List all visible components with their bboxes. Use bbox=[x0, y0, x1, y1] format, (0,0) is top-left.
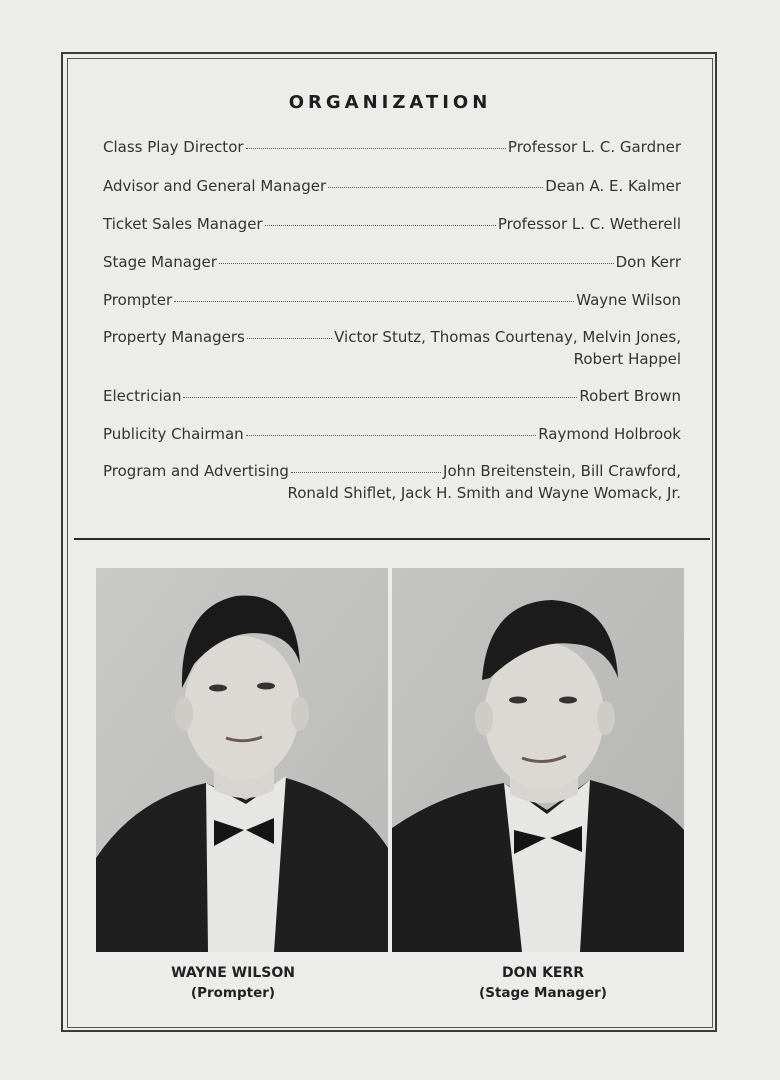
page-title: ORGANIZATION bbox=[288, 92, 492, 113]
dot-leader bbox=[291, 472, 441, 473]
portrait-name: DON KERR bbox=[501, 965, 585, 981]
role-label: Electrician bbox=[103, 387, 182, 405]
dot-leader bbox=[246, 148, 506, 149]
dot-leader bbox=[219, 263, 614, 264]
dot-leader bbox=[174, 301, 574, 302]
role-row-advisor bbox=[103, 177, 681, 195]
dot-leader bbox=[183, 397, 577, 398]
role-value: Victor Stutz, Thomas Courtenay, Melvin Jones, bbox=[334, 328, 681, 346]
role-row-property-managers bbox=[103, 328, 681, 346]
role-row-ticket-sales bbox=[103, 215, 681, 233]
portrait-name: WAYNE WILSON bbox=[171, 965, 295, 981]
portrait-caption-don-kerr bbox=[397, 965, 689, 1001]
role-label: Ticket Sales Manager bbox=[103, 215, 263, 233]
portrait-caption-wayne-wilson bbox=[87, 965, 379, 1001]
portrait-photo-don-kerr bbox=[392, 568, 684, 952]
role-value: Professor L. C. Wetherell bbox=[497, 215, 681, 233]
dot-leader bbox=[265, 225, 496, 226]
role-value: Robert Brown bbox=[579, 387, 681, 405]
portrait-photo-wayne-wilson bbox=[96, 568, 388, 952]
role-value: Raymond Holbrook bbox=[538, 425, 681, 443]
role-row-prompter bbox=[103, 291, 681, 309]
role-label: Publicity Chairman bbox=[103, 425, 244, 443]
portrait-role: (Stage Manager) bbox=[479, 985, 607, 1001]
section-divider bbox=[74, 538, 710, 540]
dot-leader bbox=[247, 338, 332, 339]
role-value-continuation: Ronald Shiflet, Jack H. Smith and Wayne Womack, Jr. bbox=[287, 484, 681, 502]
role-label: Prompter bbox=[103, 291, 173, 309]
role-label: Program and Advertising bbox=[103, 462, 289, 480]
role-row-stage-manager bbox=[103, 253, 681, 271]
dot-leader bbox=[328, 187, 543, 188]
role-row-class-play-director bbox=[103, 138, 681, 156]
role-value: Professor L. C. Gardner bbox=[507, 138, 681, 156]
role-value: Wayne Wilson bbox=[576, 291, 681, 309]
role-value: John Breitenstein, Bill Crawford, bbox=[443, 462, 681, 480]
role-value: Don Kerr bbox=[615, 253, 681, 271]
dot-leader bbox=[246, 435, 537, 436]
role-value-continuation: Robert Happel bbox=[573, 350, 681, 368]
role-label: Stage Manager bbox=[103, 253, 217, 271]
role-row-electrician bbox=[103, 387, 681, 405]
role-row-program-advertising bbox=[103, 462, 681, 480]
role-row-publicity-chairman bbox=[103, 425, 681, 443]
portrait-role: (Prompter) bbox=[190, 985, 276, 1001]
role-label: Class Play Director bbox=[103, 138, 244, 156]
role-value: Dean A. E. Kalmer bbox=[545, 177, 681, 195]
role-label: Property Managers bbox=[103, 328, 245, 346]
role-label: Advisor and General Manager bbox=[103, 177, 327, 195]
